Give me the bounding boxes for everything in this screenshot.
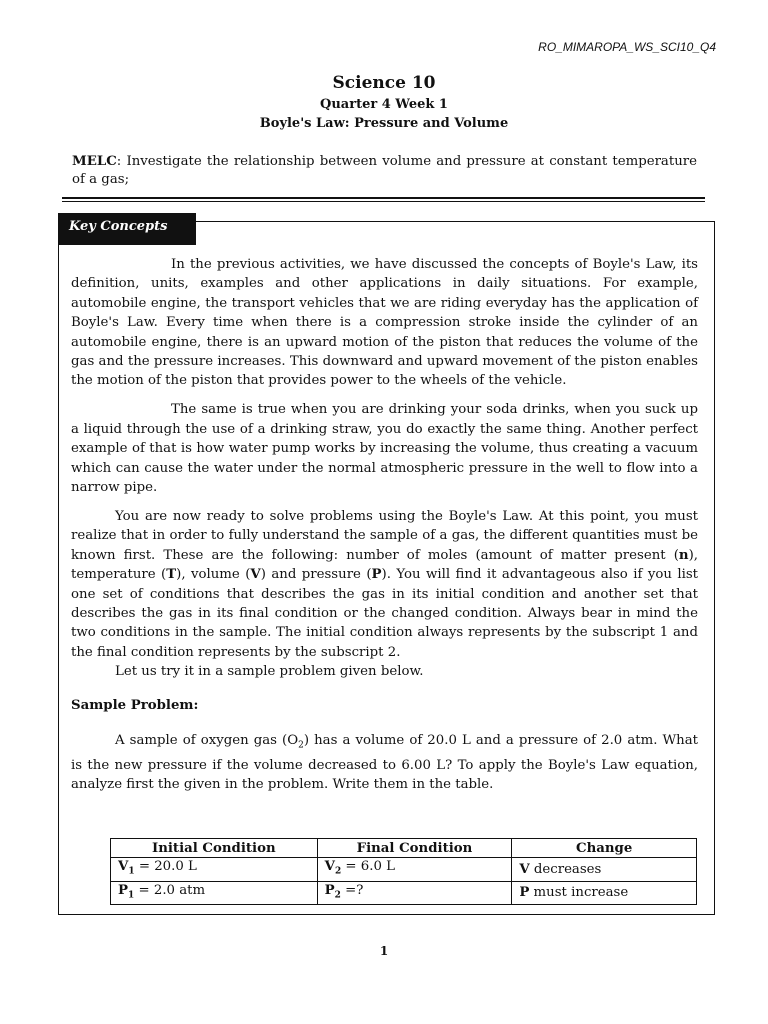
paragraph-3: You are now ready to solve problems using the Boyle's Law. At this point, you must realize that in order to fully understand the sample of a gas, the different quantities must be known first. These are the following: number of moles (amount of matter present (n), temperature (T), volume (V) and pressure (P). You will find it advantageous also if you list one set of conditions that describes the gas in its initial condition and another set that describes the gas in its final condition or the changed condition. Always bear in mind the two conditions in the sample. The initial condition always represents by the subscript 1 and the final condition represents by the subscript 2. bbox=[71, 508, 698, 660]
key-concepts-tab: Key Concepts bbox=[58, 213, 196, 245]
melc-label: MELC bbox=[72, 154, 117, 169]
document-code: RO_MIMAROPA_WS_SCI10_Q4 bbox=[538, 40, 716, 54]
paragraph-1: In the previous activities, we have discussed the concepts of Boyle's Law, its definition, units, examples and other applications in daily situations. For example, automobile engine, the transport vehicles that we are riding everyday has the application of Boyle's Law. Every time when there is a compression stroke inside the cylinder of an automobile engine, there is an upward motion of the piston that reduces the volume of the gas and the pressure increases. This downward and upward movement of the piston enables the motion of the piston that provides power to the wheels of the vehicle. bbox=[71, 257, 698, 389]
cell-initial-pressure: $P_1 = 2.0$ atm bbox=[111, 881, 318, 905]
divider-thick bbox=[62, 197, 705, 199]
lesson-topic: Boyle's Law: Pressure and Volume bbox=[259, 116, 509, 131]
cell-initial-volume: $V_1 = 20.0$ L bbox=[111, 858, 318, 882]
key-concepts-content bbox=[71, 255, 698, 804]
melc-statement bbox=[72, 153, 697, 189]
table-row bbox=[111, 881, 697, 905]
quarter-week: Quarter 4 Week 1 bbox=[320, 97, 448, 112]
sample-problem-text: A sample of oxygen gas $(O_2)$ has a volume of 20.0 L and a pressure of 2.0 atm. What is the new pressure if the volume decreased to 6.00 L? To apply the Boyle's Law equation, analyze first the given in the problem. Write them in the table. bbox=[71, 732, 698, 793]
cell-pressure-change: P must increase bbox=[512, 881, 697, 905]
page-number: 1 bbox=[379, 944, 389, 958]
cell-volume-change: V decreases bbox=[512, 858, 697, 882]
header-initial: Initial Condition bbox=[111, 839, 318, 858]
divider-thin bbox=[62, 201, 705, 202]
header-change: Change bbox=[512, 839, 697, 858]
sample-problem-heading: Sample Problem: bbox=[71, 697, 199, 713]
paragraph-2: The same is true when you are drinking your soda drinks, when you suck up a liquid through the use of a drinking straw, you do exactly the same thing. Another perfect example of that is how water pump works by increasing the volume, thus creating a vacuum which can cause the water under the normal atmospheric pressure in the well to flow into a narrow pipe. bbox=[71, 402, 698, 495]
page-title: Science 10 bbox=[332, 73, 436, 93]
conditions-table bbox=[110, 838, 697, 905]
table-header-row bbox=[111, 839, 697, 858]
header-final: Final Condition bbox=[317, 839, 512, 858]
melc-text: : Investigate the relationship between volume and pressure at constant temperature of a gas; bbox=[72, 154, 697, 187]
paragraph-4: Let us try it in a sample problem given below. bbox=[115, 664, 424, 680]
cell-final-pressure: $P_2$ =? bbox=[317, 881, 512, 905]
table-row bbox=[111, 858, 697, 882]
cell-final-volume: $V_2 = 6.0$ L bbox=[317, 858, 512, 882]
